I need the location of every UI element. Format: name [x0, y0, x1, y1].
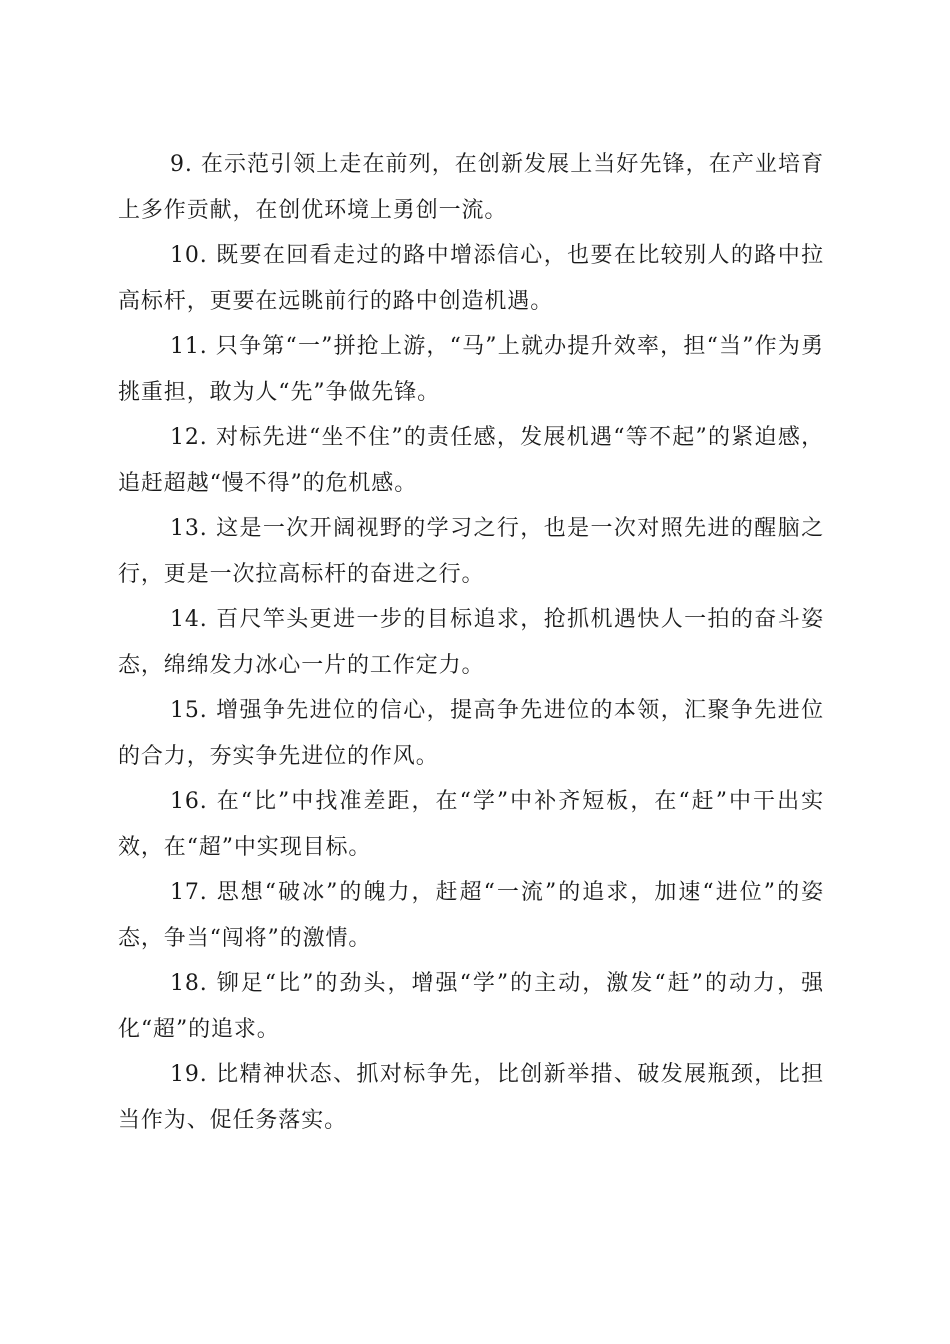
paragraph-11: 11. 只争第“一”拼抢上游，“马”上就办提升效率，担“当”作为勇挑重担，敢为人“先”争做先锋。 — [118, 334, 824, 405]
paragraph-14: 14. 百尺竿头更进一步的目标追求，抢抓机遇快人一拍的奋斗姿态，绵绵发力冰心一片的工作定力。 — [118, 607, 824, 678]
paragraph-15: 15. 增强争先进位的信心，提高争先进位的本领，汇聚争先进位的合力，夯实争先进位的作风。 — [118, 698, 824, 769]
document-page — [118, 142, 824, 1143]
paragraph-17: 17. 思想“破冰”的魄力，赶超“一流”的追求，加速“进位”的姿态，争当“闯将”的激情。 — [118, 880, 824, 951]
paragraph-18: 18. 铆足“比”的劲头，增强“学”的主动，激发“赶”的动力，强化“超”的追求。 — [118, 971, 824, 1042]
paragraph-12: 12. 对标先进“坐不住”的责任感，发展机遇“等不起”的紧迫感，追赶超越“慢不得”的危机感。 — [118, 425, 824, 496]
paragraph-13: 13. 这是一次开阔视野的学习之行，也是一次对照先进的醒脑之行，更是一次拉高标杆的奋进之行。 — [118, 516, 824, 587]
paragraph-9: 9. 在示范引领上走在前列，在创新发展上当好先锋，在产业培育上多作贡献，在创优环境上勇创一流。 — [118, 152, 824, 223]
paragraph-10: 10. 既要在回看走过的路中增添信心，也要在比较别人的路中拉高标杆，更要在远眺前行的路中创造机遇。 — [118, 243, 824, 314]
paragraph-19: 19. 比精神状态、抓对标争先，比创新举措、破发展瓶颈，比担当作为、促任务落实。 — [118, 1062, 824, 1133]
paragraph-16: 16. 在“比”中找准差距，在“学”中补齐短板，在“赶”中干出实效，在“超”中实现目标。 — [118, 789, 824, 860]
